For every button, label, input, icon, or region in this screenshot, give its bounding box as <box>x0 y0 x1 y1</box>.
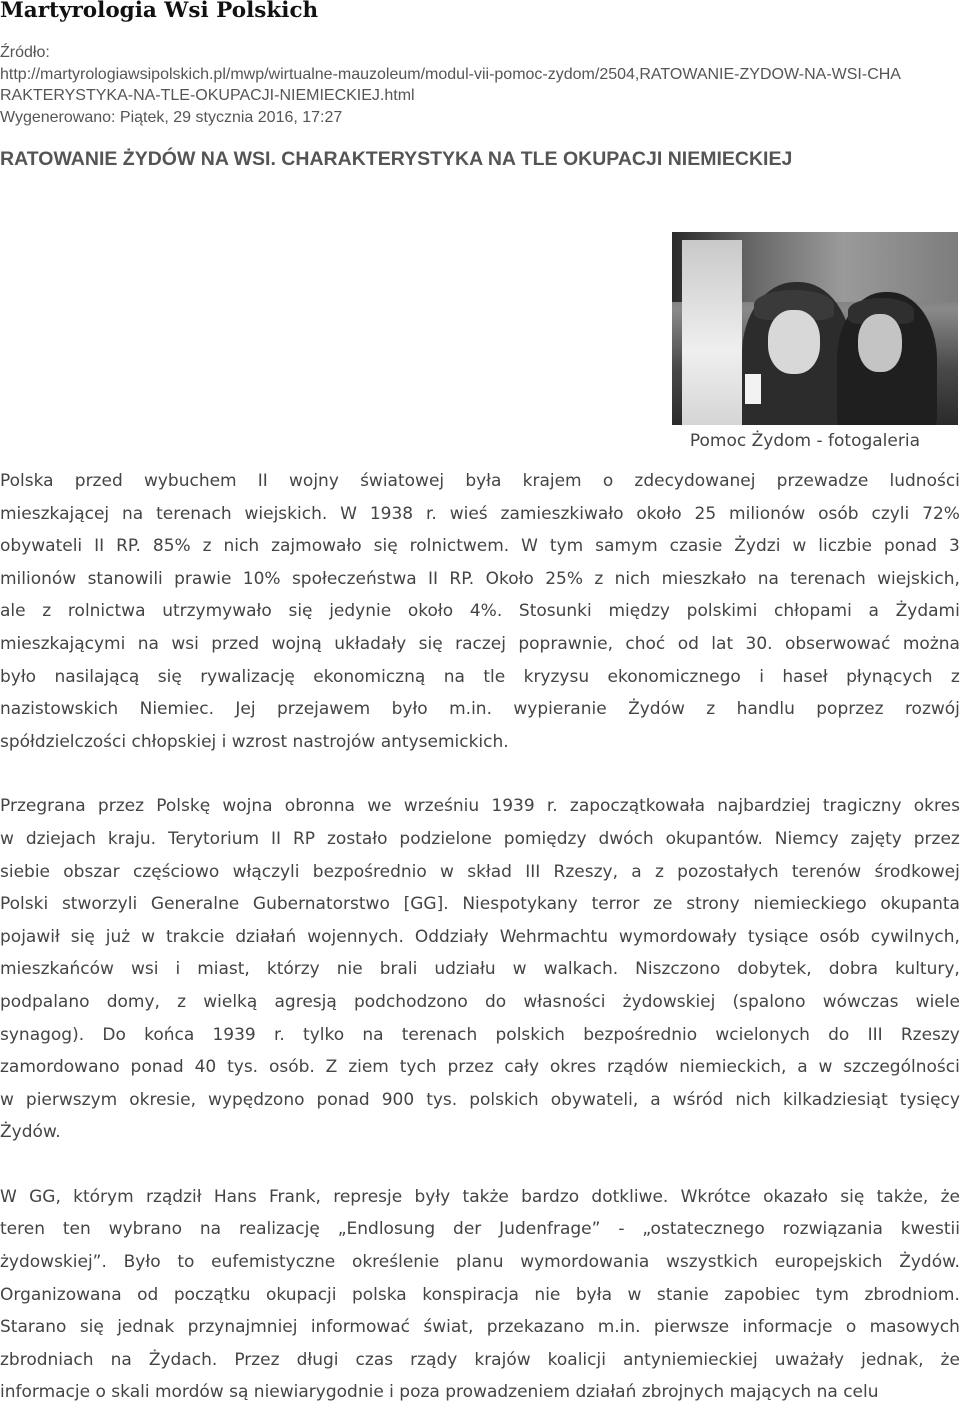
paragraph-line: Starano się jednak przynajmniej informować świat, przekazano m.in. pierwsze informacje o masowych <box>0 1317 960 1338</box>
paragraph <box>0 790 960 1149</box>
article-title: RATOWANIE ŻYDÓW NA WSI. CHARAKTERYSTYKA NA TLE OKUPACJI NIEMIECKIEJ <box>0 148 793 170</box>
paragraph-line: zamordowano ponad 40 tys. osób. Z ziem tych przez cały okres rządów niemieckich, a w szczególności <box>0 1057 960 1078</box>
paragraph <box>0 465 960 758</box>
paragraph-line: informacje o skali mordów są niewiarygodnie i poza prowadzeniem działań zbrojnych mających na celu <box>0 1382 879 1403</box>
paragraph-line: spółdzielczości chłopskiej i wzrost nastrojów antysemickich. <box>0 731 509 752</box>
article-body <box>0 465 960 1409</box>
paragraph-line: Polska przed wybuchem II wojny światowej była krajem o zdecydowanej przewadze ludności <box>0 471 960 491</box>
paragraph-line: Żydów. <box>0 1122 61 1143</box>
paragraph-line: Przegrana przez Polskę wojna obronna we wrześniu 1939 r. zapoczątkowała najbardziej tragiczny okres <box>0 796 960 817</box>
paragraph-line: było nasilającą się rywalizację ekonomiczną na tle kryzysu ekonomicznego i haseł płynących z <box>0 666 960 687</box>
paragraph-line: nazistowskich Niemiec. Jej przejawem było m.in. wypieranie Żydów z handlu poprzez rozwój <box>0 699 960 720</box>
paragraph-line: milionów stanowili prawie 10% społeczeństwa II RP. Około 25% z nich mieszkało na terenach wiejskich, <box>0 568 960 589</box>
paragraph-line: synagog). Do końca 1939 r. tylko na terenach polskich bezpośrednio wcielonych do III Rzeszy <box>0 1024 960 1045</box>
paragraph-line: mieszkańców wsi i miast, którzy nie brali udziału w walkach. Niszczono dobytek, dobra kultury, <box>0 959 960 980</box>
paragraph-line: w dziejach kraju. Terytorium II RP zostało podzielone pomiędzy dwóch okupantów. Niemcy zajęty przez <box>0 828 960 849</box>
paragraph <box>0 1181 960 1409</box>
paragraph-line: teren ten wybrano na realizację „Endlosung der Judenfrage” - „ostatecznego rozwiązania kwestii <box>0 1219 960 1240</box>
paragraph-line: mieszkającymi na wsi przed wojną układały się raczej poprawnie, choć od lat 30. obserwować można <box>0 633 960 654</box>
paragraph-line: w pierwszym okresie, wypędzono ponad 900 tys. polskich obywateli, a wśród nich kilkadziesiąt tysięcy <box>0 1089 960 1110</box>
paragraph-line: obywateli II RP. 85% z nich zajmowało się rolnictwem. W tym samym czasie Żydzi w liczbie ponad 3 <box>0 536 960 557</box>
paragraph-line: podpalano domy, z wielką agresją podchodzono do własności żydowskiej (spalono wówczas wiele <box>0 991 960 1012</box>
site-title: Martyrologia Wsi Polskich <box>0 0 319 23</box>
paragraph-line: pojawił się już w trakcie działań wojennych. Oddziały Wehrmachtu wymordowały tysiące osób cywilnych, <box>0 926 960 947</box>
paragraph-line: siebie obszar częściowo włączyli bezpośrednio w skład III Rzeszy, a z pozostałych terenów środkowej <box>0 861 960 882</box>
article-photo[interactable] <box>672 232 958 425</box>
source-url-line-1[interactable]: http://martyrologiawsipolskich.pl/mwp/wirtualne-mauzoleum/modul-vii-pomoc-zydom/2504,RATOWANIE-ZYDOW-NA-WSI-CHA <box>0 65 901 83</box>
paragraph-line: Organizowana od początku okupacji polska konspiracja nie była w stanie zapobiec tym zbrodniom. <box>0 1284 960 1305</box>
paragraph-line: zbrodniach na Żydach. Przez długi czas rządy krajów koalicji antyniemieckiej uważały jednak, że <box>0 1349 960 1370</box>
paragraph-line: W GG, którym rządził Hans Frank, represje były także bardzo dotkliwe. Wkrótce okazało się także, że <box>0 1186 960 1207</box>
paragraph-line: ale z rolnictwa utrzymywało się jedynie około 4%. Stosunki między polskimi chłopami a Żydami <box>0 601 960 622</box>
paragraph-line: żydowskiej”. Było to eufemistyczne określenie planu wymordowania wszystkich europejskich Żydów. <box>0 1252 960 1273</box>
paragraph-line: mieszkającej na terenach wiejskich. W 1938 r. wieś zamieszkiwało około 25 milionów osób czyli 72% <box>0 503 960 524</box>
paragraph-line: Polski stworzyli Generalne Gubernatorstwo [GG]. Niespotykany terror ze strony niemieckiego okupanta <box>0 894 960 915</box>
source-meta <box>0 42 960 128</box>
source-url-line-2[interactable]: RAKTERYSTYKA-NA-TLE-OKUPACJI-NIEMIECKIEJ.html <box>0 87 415 104</box>
image-caption[interactable]: Pomoc Żydom - fotogaleria <box>689 431 920 451</box>
generated-timestamp: Wygenerowano: Piątek, 29 stycznia 2016, 17:27 <box>0 108 343 126</box>
source-label: Źródło: <box>0 44 50 61</box>
